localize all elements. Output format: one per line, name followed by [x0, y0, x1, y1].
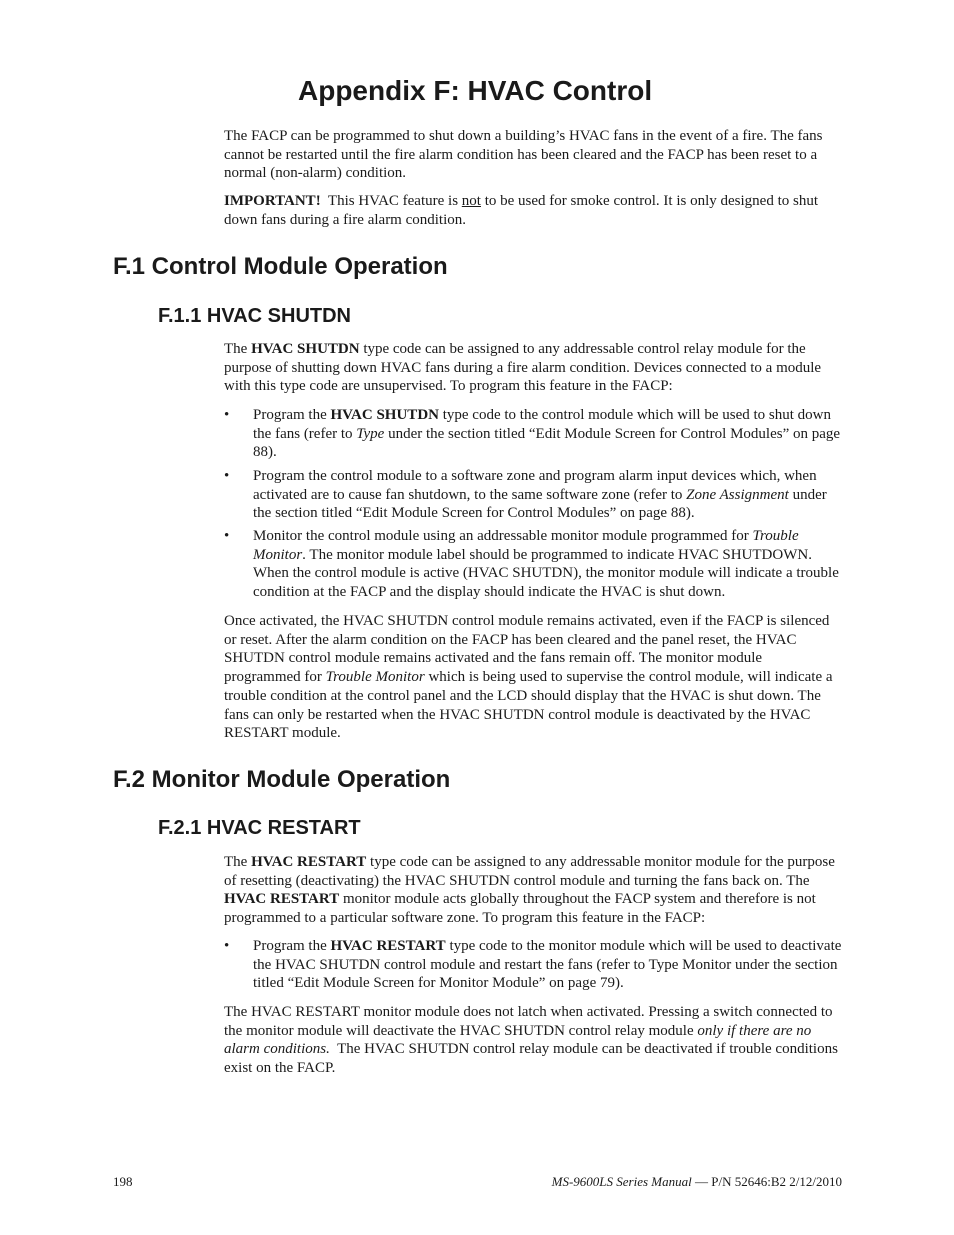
- intro-paragraph: [224, 127, 842, 183]
- f2-closing-paragraph: The HVAC RESTART monitor module does not latch when activated. Pressing a switch connected to the monitor module will deactivate the HVAC SHUTDN control relay module only if there are no alarm conditions. The HVAC SHUTDN control relay module can be deactivated if trouble conditions exist on the FACP.: [224, 1004, 838, 1077]
- page-title: Appendix F: HVAC Control: [298, 75, 653, 106]
- manual-page: Appendix F: HVAC Control The FACP can be programmed to shut down a building’s HVAC fans in the event of a fire. The fans cannot be restarted until the fire alarm condition has been cleared and the FACP has been reset to a normal (non-alarm) condition. IMPORTANT! This HVAC feature is not to be used for smoke control. It is only designed to shut down fans during a fire alarm condition. F.1 Control Module Operation F.1.1 HVAC SHUTDN The HVAC SHUTDN type code can be assigned to any addressable control relay module for the purpose of shutting down HVAC fans during a fire alarm condition. Devices connected to a module with this type code are unsupervised. To program this feature in the FACP: • Program the HVAC SHUTDN type code to the control module which will be used to shut down the fans (refer to Type under the section titled “Edit Module Screen for Control Modules” on page 88). • Program the control module to a software zone and program alarm input devices which, when activated are to cause fan shutdown, to the same software zone (refer to Zone Assignment under the section titled “Edit Module Screen for Control Modules” on page 88). • Monitor the control module using an addressable monitor module programmed for Trouble Monitor. The monitor module label should be programmed to indicate HVAC SHUTDOWN. When the control module is active (HVAC SHUTDN), the monitor module will indicate a trouble condition at the FACP and the display should indicate the HVAC is shut down. Once activated, the HVAC SHUTDN control module remains activated, even if the FACP is silenced or reset. After the alarm condition on the FACP has been cleared and the panel reset, the HVAC SHUTDN control module remains activated and the fans remain off. The monitor module programmed for Trouble Monitor which is being used to supervise the control module, will indicate a trouble condition at the control panel and the LCD should display that the HVAC is shut down. The fans can only be restarted when the HVAC SHUTDN control module is deactivated by the HVAC RESTART module. F.2 Monitor Module Operation F.2.1 HVAC RESTART The HVAC RESTART type code can be assigned to any addressable monitor module for the purpose of resetting (deactivating) the HVAC SHUTDN control module and turning the fans back on. The HVAC RESTART monitor module acts globally throughout the FACP system and therefore is not programmed to a particular software zone. To program this feature in the FACP: • Program the HVAC RESTART type code to the monitor module which will be used to deactivate the HVAC SHUTDN control module and restart the fans (refer to Type Monitor under the section titled “Edit Module Screen for Monitor Module” on page 79). The HVAC RESTART monitor module does not latch when activated. Pressing a switch connected to the monitor module will deactivate the HVAC SHUTDN control relay module only if there are no alarm conditions. The HVAC SHUTDN control relay module can be deactivated if trouble conditions exist on the FACP. 198 MS-9600LS Series Manual — P/N 52646:B2 2/12/2010: [113, 75, 842, 1189]
- important-note: [224, 192, 842, 229]
- part-number: — P/N 52646:B2 2/12/2010: [695, 1174, 842, 1189]
- f1-closing-paragraph: Once activated, the HVAC SHUTDN control module remains activated, even if the FACP is silenced or reset. After the alarm condition on the FACP has been cleared and the panel reset, the HVAC SHUTDN control module remains activated and the fans remain off. The monitor module programmed for Trouble Monitor which is being used to supervise the control module, will indicate a trouble condition at the control panel and the LCD should display that the HVAC is shut down. The fans can only be restarted when the HVAC SHUTDN control module is deactivated by the HVAC RESTART module.: [224, 613, 833, 742]
- important-text: IMPORTANT! This HVAC feature is not to be used for smoke control. It is only designed to shut down fans during a fire alarm condition.: [224, 193, 819, 228]
- section-heading-f2: F.2 Monitor Module Operation: [113, 766, 451, 793]
- f2-intro-paragraph: The HVAC RESTART type code can be assigned to any addressable monitor module for the purpose of resetting (deactivating) the HVAC SHUTDN control module and turning the fans back on. The HVAC RESTART monitor module acts globally throughout the FACP system and therefore is not programmed to a particular software zone. To program this feature in the FACP:: [224, 854, 835, 927]
- bullet-icon: •: [224, 407, 230, 423]
- bullet-icon: •: [224, 938, 230, 954]
- footer-manual-info: [552, 1174, 842, 1190]
- underlined-not: not: [461, 193, 481, 209]
- f1-intro-paragraph: The HVAC SHUTDN type code can be assigned to any addressable control relay module for the purpose of shutting down HVAC fans during a fire alarm condition. Devices connected to a module with this type code are unsupervised. To program this feature in the FACP:: [224, 341, 822, 395]
- manual-title: MS-9600LS Series Manual: [551, 1174, 692, 1189]
- page-number: 198: [113, 1174, 133, 1189]
- subsection-heading-f2-1: F.2.1 HVAC RESTART: [158, 817, 361, 839]
- bullet-icon: •: [224, 528, 230, 544]
- bullet-icon: •: [224, 468, 230, 484]
- section-heading-f1: F.1 Control Module Operation: [113, 253, 448, 280]
- subsection-heading-f1-1: F.1.1 HVAC SHUTDN: [158, 305, 351, 327]
- intro-text: The FACP can be programmed to shut down a building’s HVAC fans in the event of a fire. The fans cannot be restarted until the fire alarm condition has been cleared and the FACP has been reset to a normal (non-alarm) condition.: [224, 128, 823, 182]
- important-label: IMPORTANT!: [224, 193, 321, 209]
